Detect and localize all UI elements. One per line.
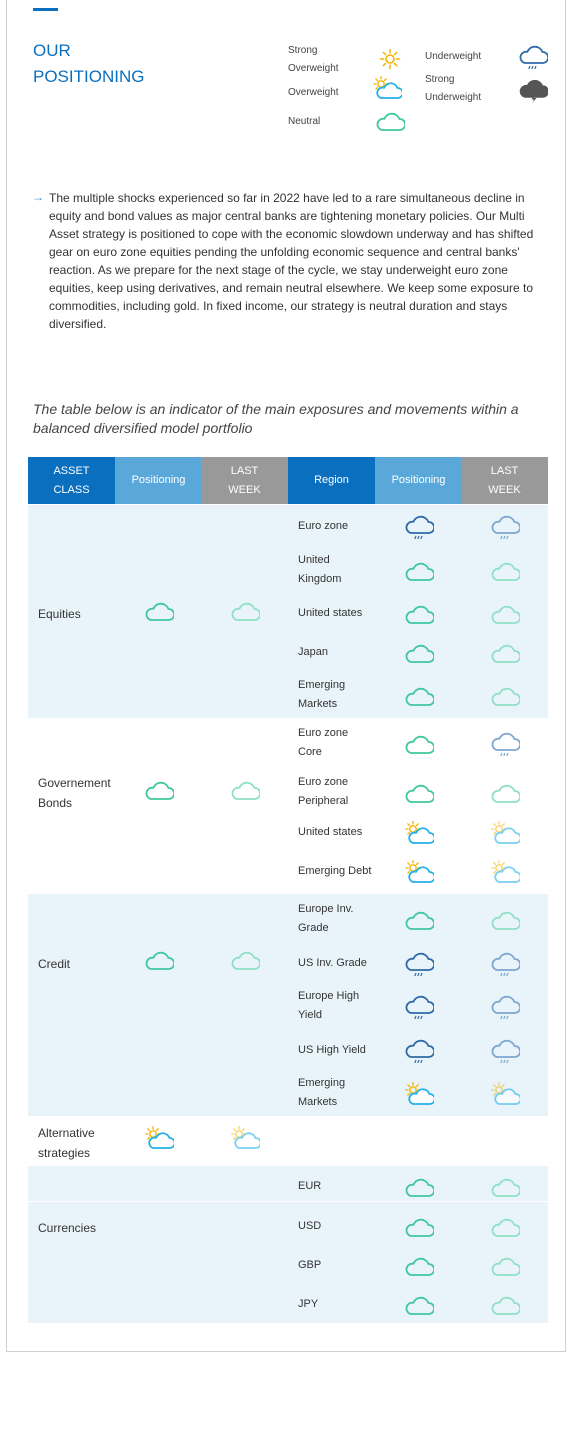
region-label (298, 900, 353, 938)
rain-cloud-icon (518, 45, 548, 74)
cloud-icon (404, 602, 434, 631)
asset-class-label: Equities (38, 607, 81, 621)
region-label (298, 551, 341, 589)
asset-class-label: Credit (38, 957, 71, 971)
region-label-line: Markets (298, 698, 338, 710)
sun-icon (375, 47, 405, 76)
cloud-icon (490, 1254, 520, 1283)
header-positioning: Positioning (115, 457, 202, 504)
rain-cloud-icon (404, 995, 434, 1024)
rain-cloud-icon (490, 515, 520, 544)
header-region-last-week-line2: WEEK (488, 483, 521, 496)
rain-cloud-icon (490, 995, 520, 1024)
band-credit (28, 894, 548, 1116)
region-label (298, 1217, 321, 1236)
cloud-icon (490, 684, 520, 713)
legend-neutral-label: Neutral (288, 116, 321, 127)
legend-underweight-label: Underweight (425, 51, 482, 62)
sun-cloud-icon (490, 1082, 520, 1111)
asset-class-label: Governement (38, 776, 111, 790)
cloud-icon (490, 602, 520, 631)
cloud-icon (144, 778, 174, 807)
region-label-line: Core (298, 746, 322, 758)
region-label (298, 823, 362, 842)
region-label (298, 604, 362, 623)
rain-cloud-icon (404, 1039, 434, 1068)
region-label-line: GBP (298, 1258, 322, 1271)
sun-cloud-icon (372, 76, 402, 105)
sun-cloud-icon (404, 821, 434, 850)
legend-strong-overweight-line2: Overweight (288, 63, 339, 74)
cloud-icon (404, 684, 434, 713)
cloud-icon (404, 1175, 434, 1204)
sun-cloud-icon (230, 1126, 260, 1155)
asset-class-label: Bonds (38, 796, 73, 810)
header-last-week (201, 457, 288, 504)
region-label-line: United states (298, 606, 363, 619)
region-label (298, 1041, 366, 1060)
region-label (298, 724, 348, 762)
cloud-icon (404, 1215, 434, 1244)
header-last-week-line1: LAST (230, 464, 259, 477)
region-label-line: Peripheral (298, 795, 349, 807)
cloud-icon (490, 559, 520, 588)
region-label (298, 1074, 345, 1112)
rain-cloud-icon (490, 952, 520, 981)
cloud-icon (404, 1293, 434, 1322)
row-separator (28, 1201, 548, 1202)
legend-strong-underweight-line1: Strong (425, 74, 455, 85)
region-label-line: Emerging (298, 1077, 346, 1089)
region-label-line: Yield (298, 1009, 323, 1021)
region-label (298, 954, 367, 973)
header-asset-class-line1: ASSET (53, 464, 90, 477)
region-label-line: Emerging (298, 679, 346, 691)
header-asset-class (28, 457, 115, 504)
title-line-2: POSITIONING (33, 67, 145, 86)
region-label (298, 1256, 321, 1275)
region-label (298, 987, 359, 1025)
region-label-line: US High Yield (298, 1043, 366, 1056)
sun-cloud-icon (144, 1126, 174, 1155)
region-label (298, 773, 348, 811)
cloud-icon (230, 778, 260, 807)
cloud-icon (490, 908, 520, 937)
region-label-line: United states (298, 825, 363, 838)
cloud-icon (490, 781, 520, 810)
region-label-line: JPY (298, 1297, 319, 1310)
region-label-line: US Inv. Grade (298, 956, 367, 969)
arrow-right-icon: → (32, 190, 44, 204)
legend-strong-underweight-label (425, 71, 481, 107)
storm-cloud-icon (518, 79, 548, 108)
cloud-icon (404, 781, 434, 810)
rain-cloud-icon (490, 1039, 520, 1068)
region-label-line: USD (298, 1219, 322, 1232)
cloud-icon (375, 109, 405, 138)
region-label-line: Japan (298, 645, 328, 658)
region-label (298, 517, 348, 536)
cloud-icon (404, 641, 434, 670)
cloud-icon (404, 732, 434, 761)
region-label-line: EUR (298, 1179, 322, 1192)
rain-cloud-icon (404, 952, 434, 981)
legend-overweight-label: Overweight (288, 87, 339, 98)
cloud-icon (490, 1215, 520, 1244)
asset-class-label: Alternative (38, 1126, 95, 1140)
asset-class-equities (38, 604, 81, 624)
cloud-icon (490, 1175, 520, 1204)
region-label-line: Europe High (298, 990, 360, 1002)
cloud-icon (490, 641, 520, 670)
rain-cloud-icon (490, 732, 520, 761)
region-label-line: Markets (298, 1096, 338, 1108)
header-region-last-week (461, 457, 548, 504)
sun-cloud-icon (404, 1082, 434, 1111)
region-label-line: Grade (298, 922, 329, 934)
accent-bar (33, 8, 58, 11)
region-label (298, 1295, 318, 1314)
region-label (298, 676, 345, 714)
header-region: Region (288, 457, 375, 504)
header-last-week-line2: WEEK (228, 483, 261, 496)
cloud-icon (230, 599, 260, 628)
header-asset-class-line2: CLASS (53, 483, 90, 496)
header-region-last-week-line1: LAST (490, 464, 519, 477)
cloud-icon (490, 1293, 520, 1322)
region-label-line: Emerging Debt (298, 864, 372, 877)
region-label (298, 1177, 321, 1196)
cloud-icon (404, 908, 434, 937)
table-caption: The table below is an indicator of the main exposures and movements within a balanced diversified model portfolio (33, 401, 519, 436)
region-label (298, 862, 371, 881)
intro-paragraph: The multiple shocks experienced so far in 2022 have led to a rare simultaneous decline in equity and bond values as major central banks are tightening monetary policies. Our Multi Asset strategy is positioned to cope with the economic slowdown underway and has shifted gear on euro zone equities pending the unfolding economic sequence and central banks' reaction. As we prepare for the next stage of the cycle, we stay underweight euro zone equities, keep using derivatives, and remain neutral elsewhere. We keep some exposure to commodities, including gold. In fixed income, our strategy is neutral duration and stays diversified. (49, 191, 534, 331)
page-title (33, 38, 144, 90)
sun-cloud-icon (490, 860, 520, 889)
region-label-line: Euro zone (298, 727, 349, 739)
region-label-line: Euro zone (298, 519, 349, 532)
legend-strong-overweight-label (288, 42, 339, 78)
asset-class-currencies (38, 1218, 96, 1238)
region-label-line: Europe Inv. (298, 903, 354, 915)
band-equities (28, 505, 548, 718)
band-currencies (28, 1166, 548, 1323)
sun-cloud-icon (490, 821, 520, 850)
asset-class-credit (38, 954, 70, 974)
cloud-icon (404, 559, 434, 588)
asset-class-government-bonds (38, 773, 111, 813)
cloud-icon (144, 948, 174, 977)
title-line-1: OUR (33, 41, 71, 60)
cloud-icon (144, 599, 174, 628)
region-label-line: United (298, 554, 330, 566)
header-region-positioning: Positioning (375, 457, 462, 504)
region-label (298, 643, 328, 662)
cloud-icon (230, 948, 260, 977)
legend-strong-underweight-line2: Underweight (425, 92, 482, 103)
asset-class-label: Currencies (38, 1221, 97, 1235)
sun-cloud-icon (404, 860, 434, 889)
rain-cloud-icon (404, 515, 434, 544)
asset-class-label: strategies (38, 1146, 91, 1160)
region-label-line: Euro zone (298, 776, 349, 788)
band-alternative (28, 1116, 548, 1166)
region-label-line: Kingdom (298, 573, 342, 585)
asset-class-alternative (38, 1123, 95, 1163)
cloud-icon (404, 1254, 434, 1283)
legend-strong-overweight-line1: Strong (288, 45, 318, 56)
